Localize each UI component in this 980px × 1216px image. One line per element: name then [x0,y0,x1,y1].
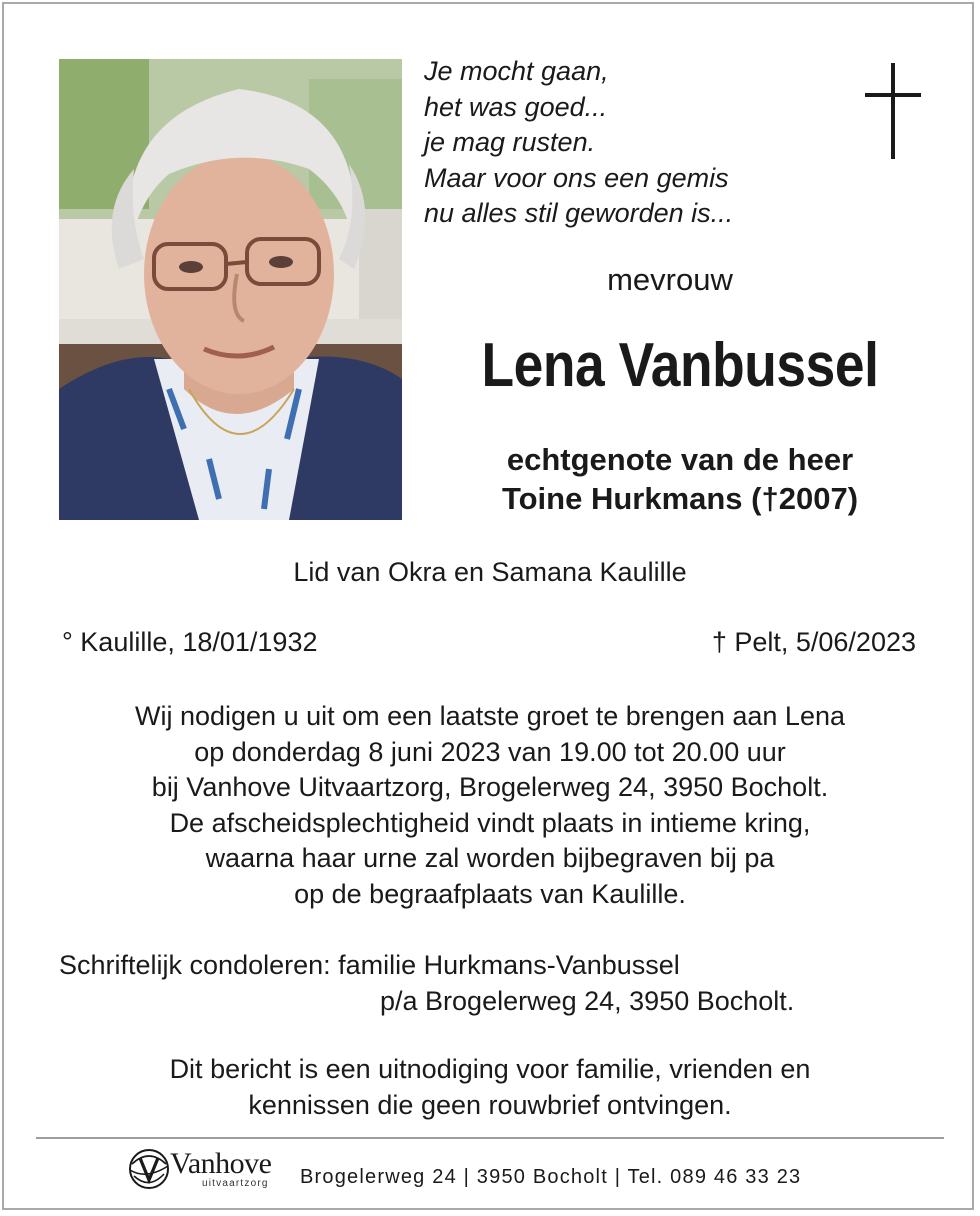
cross-icon [865,63,921,159]
membership: Lid van Okra en Samana Kaulille [293,557,687,587]
logo-subtitle: uitvaartzorg [202,1178,269,1189]
logo-mark-icon [126,1146,172,1192]
deceased-name: Lena Vanbussel [481,331,879,400]
poem-line: het was goed... [424,91,608,122]
logo-name: Vanhove [170,1147,272,1180]
birth-date: ° Kaulille, 18/01/1932 [62,627,318,657]
poem-line: nu alles stil geworden is... [424,198,734,228]
invitation-line: bij Vanhove Uitvaartzorg, Brogelerweg 24, 3950 Bocholt. [151,772,829,802]
spouse-line: Toine Hurkmans (†2007) [501,481,859,516]
vanhove-logo [126,1146,286,1194]
spouse-info [430,440,930,518]
condolence-line: p/a Brogelerweg 24, 3950 Bocholt. [380,985,795,1016]
notice-line: kennissen die geen rouwbrief ontvingen. [248,1089,732,1120]
condolence-address [59,948,794,1019]
invitation-line: op de begraafplaats van Kaulille. [294,878,686,909]
condolence-line: Schriftelijk condoleren: familie Hurkmans-Vanbussel [59,950,680,980]
footer-contact: Brogelerweg 24 | 3950 Bocholt | Tel. 089 46 33 23 [300,1166,802,1188]
spouse-line: echtgenote van de heer [506,442,854,477]
death-date: † Pelt, 5/06/2023 [711,627,916,657]
invitation-line: Wij nodigen u uit om een laatste groet te brengen aan Lena [135,701,845,731]
invitation-text [0,699,980,912]
invitation-line: De afscheidsplechtigheid vindt plaats in intieme kring, [169,807,811,838]
portrait-photo [59,59,402,520]
poem-line: Je mocht gaan, [424,56,609,86]
notice-line: Dit bericht is een uitnodiging voor familie, vrienden en [169,1054,811,1084]
poem [424,54,733,232]
footer-divider [36,1137,944,1139]
poem-line: je mag rusten. [424,127,596,157]
poem-line: Maar voor ons een gemis [424,162,729,193]
notice-text [0,1052,980,1123]
honorific: mevrouw [607,262,733,297]
invitation-line: op donderdag 8 juni 2023 van 19.00 tot 20.00 uur [194,736,786,767]
invitation-line: waarna haar urne zal worden bijbegraven bij pa [205,843,775,873]
